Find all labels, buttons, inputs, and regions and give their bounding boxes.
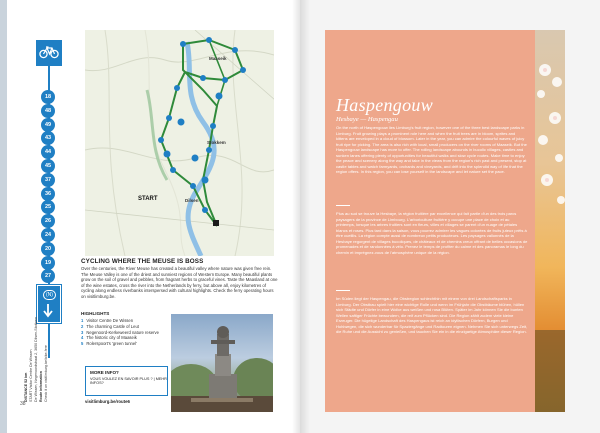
route-node-18: 18 [41, 90, 55, 104]
route-node-48: 48 [41, 104, 55, 118]
route-node-36: 36 [41, 187, 55, 201]
route-node-20: 20 [41, 242, 55, 256]
route-node-25: 25 [41, 200, 55, 214]
map-label-stokkem: Stokkem [207, 140, 226, 145]
paragraph-english: On the north of Haspengouw lies Limburg's fruit region, however one of the three best landscape parks in Limburg. Fruit growing plays a prominent role here and when the fruit trees are in bloom, sprites and kittens are enveloped in a cloud of blossom. Later in the year, you can admire the colourful waves of juicy fruit ripe for picking. The area is also rich with local, small producers on the river rooms of Maaseik. But the Haspengouw landscape has more to offer. The rolling landscape abounds in bucolic villages, castles and sunken lanes offering plenty of opportunities for beautiful walks and slow cycle routes. Make time to enjoy the peace and scenery along the way and take in the views from the region's rich past and present, stop at castle tables and watch farmyards, orchards and vineyards, and drift into the splendid way of life that the region offers. In this region, you can lose yourself in the landscape and let nature set the pace. [336, 125, 527, 175]
region-subtitle: Hesbaye — Haspengau [336, 116, 398, 123]
highlight-item: 1 Visitor Centre De Wissen [81, 318, 134, 323]
highlight-item: 3 Negenoord-Kerkeweerd nature reserve [81, 329, 159, 335]
more-info-languages: VOUS VOULEZ EN SAVOIR PLUS ? | MEHR INFOS? [90, 377, 167, 385]
blossom-photo [535, 30, 565, 412]
more-info-link[interactable]: visitlimburg.be/route6 [85, 399, 130, 404]
route-node-45: 45 [41, 159, 55, 173]
sign-badge: (N) [43, 290, 56, 300]
route-map [85, 30, 274, 256]
spine-shadow-left [292, 0, 300, 433]
route-node-44: 44 [41, 145, 55, 159]
route-node-26: 26 [41, 214, 55, 228]
highlight-item: 4 The historic city of Maaseik [81, 335, 137, 341]
route-node-24: 24 [41, 228, 55, 242]
route-node-37: 37 [41, 173, 55, 187]
highlights-list [81, 318, 161, 347]
more-info-box [85, 366, 168, 396]
section-body: Over the centuries, the River Meuse has created a beautiful valley where nature was given free rein. The Meuse Valley is one of the driest and sunniest regions of Western Europe. Many beautiful plants grow on the soil of gravel and pebbles, from fragrant herbs to graceful vines. Taste the Maasland at one of the wine estates, cross the river into the Netherlands by ferry, but above all, enjoy kilometres of cycling along endless riverbanks interspersed with cultural highlights. Check the ferry operating hours on visitlimburg.be. [81, 266, 278, 299]
map-label-maaseik: Maaseik [209, 56, 227, 61]
monument-photo [171, 314, 273, 412]
divider [336, 205, 350, 206]
paragraph-french: Plus au sud se trouve la Hesbaye, la région fruitière par excellence qui fait partie d'un des trois parcs paysagers de la province de Limbourg. L'arboriculture fruitière y occupe une place de choix et au printemps, lorsque les arbres fruitiers sont en fleurs, villes et villages se parent d'un nuage de pétales blancs et roses. Plus tard dans la saison, vous pourrez admirer les vagues colorées de fruits juteux prêts à être cueillis. La région compte aussi de nombreux petits producteurs. Les paysages vallonnés de la Hesbaye regorgent de villages bucoliques, de châteaux et de chemins creux offrant de belles occasions de promenades et de randonnées à vélo. Prenez le temps de profiter du calme et des panoramas le long du chemin et imprégnez-vous de l'atmosphère unique de la région. [336, 211, 528, 255]
map-start-label: START [138, 196, 158, 202]
divider [336, 290, 350, 291]
sidebar-check: Check it on visitlimburg.be/bike-fere [44, 345, 48, 402]
region-title: Haspengouw [336, 95, 433, 115]
spine-shadow-right [300, 0, 310, 433]
sidebar-start: START Visitor Centre De Wissen [29, 349, 33, 402]
more-info-title: MORE INFO? [90, 370, 119, 375]
sidebar-route: Route information [39, 371, 43, 402]
route-node-27: 27 [41, 269, 55, 283]
left-edge-band [0, 0, 7, 433]
sidebar-distance: DISTANCE 52 km [24, 372, 28, 402]
page-number: 38 [20, 401, 26, 407]
paragraph-german: Im Süden liegt der Haspengau, die Obstregion schlechthin mit einem von drei Landschaftsparks in Limburg. Der Obstbau spielt hier eine wichtige Rolle und wenn im Frühjahr die Obstbäume blühen, hüllen sich Städte und Dörfer in eine Wolke aus weißen und rosa Blüten. Später im Jahr können Sie die bunten Wellen saftiger Früchte bewundern, die reif zum Pflücken sind. Die Region zählt zudem viele kleine Erzeuger. Die hügelige Landschaft des Haspengaus ist reich an idyllischen Dörfern, Burgen und Hohlwegen, die sich wunderbar für Spaziergänge und Radtouren eignen. Nehmen Sie sich unterwegs Zeit, die Ruhe und die Aussicht zu genießen, und tauchen Sie ein in die einzigartige Atmosphäre dieser Region. [336, 296, 528, 335]
route-sidebar-text [24, 272, 49, 402]
route-node-19: 19 [41, 256, 55, 270]
map-label-dilsen: Dilsen [185, 198, 199, 203]
route-node-43: 43 [41, 131, 55, 145]
route-node-49: 49 [41, 118, 55, 132]
highlights-title: HIGHLIGHTS [81, 311, 110, 316]
bike-icon [36, 40, 62, 66]
highlight-item: 2 The charming Castle of Leut [81, 323, 139, 329]
section-title: CYCLING WHERE THE MEUSE IS BOSS [81, 258, 204, 265]
sidebar-address: De Wissen, Negenoordstraat 2, 3650 Dilsen-Stokkem [34, 316, 38, 402]
highlight-item: 5 Rolerspoort's 'green tunnel' [81, 341, 137, 347]
